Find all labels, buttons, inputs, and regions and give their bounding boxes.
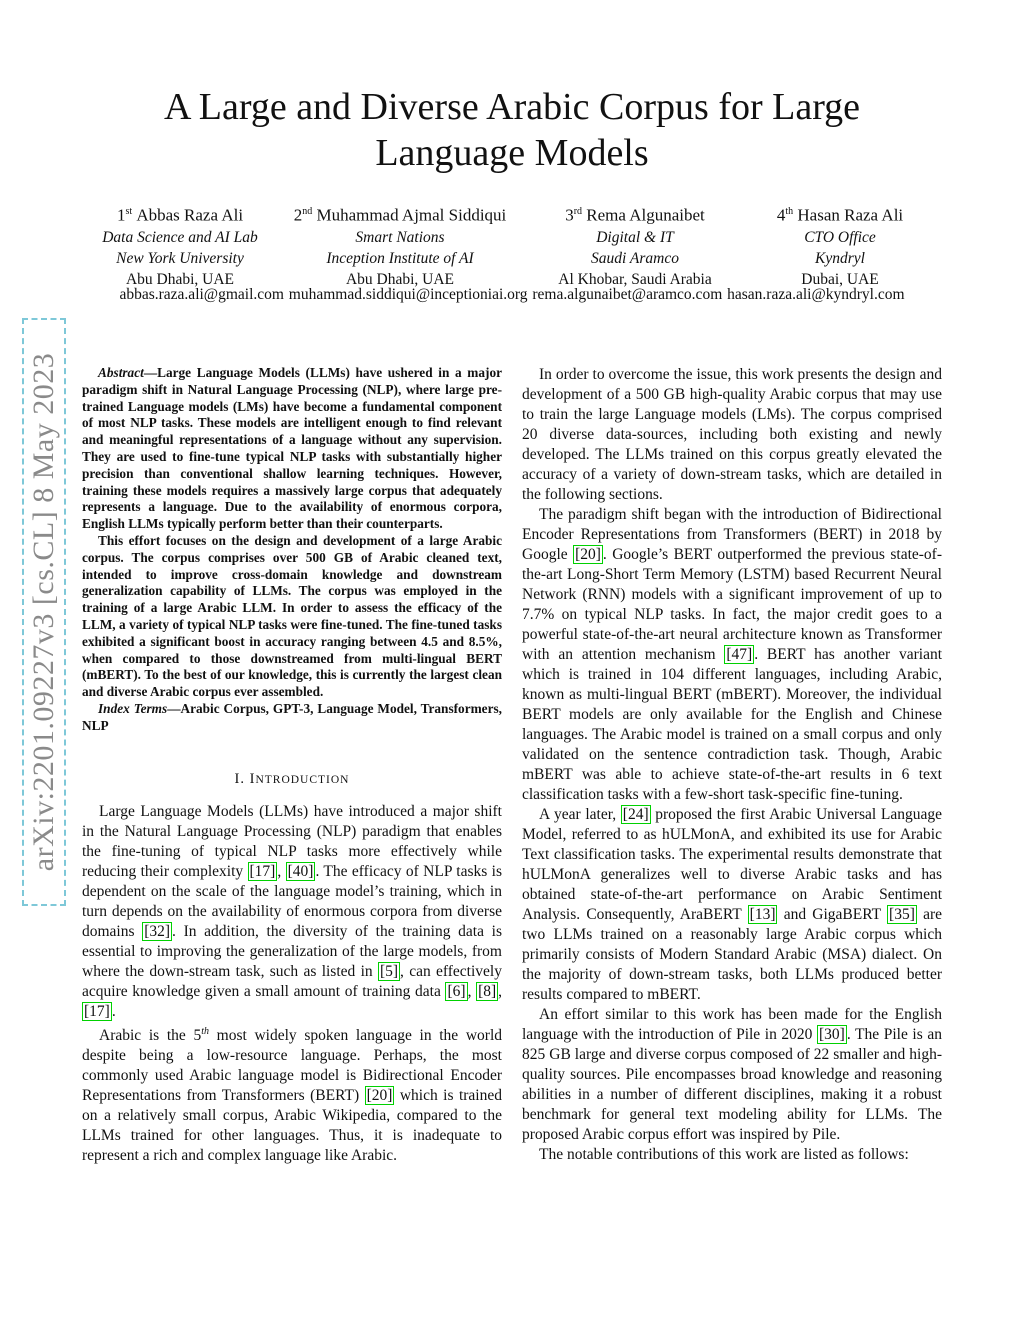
citation-link[interactable]: [6] <box>447 982 466 1000</box>
paragraph: In order to overcome the issue, this work presents the design and development of a 500 GB high-quality Arabic corpus that may use to train the large Language models (LMs). The corpus comprised 20 diverse data-sources, including both existing and newly developed. The LLMs trained on this corpus greatly elevated the accuracy of a variety of down-stream tasks, which are detailed in the following sections. <box>522 366 942 503</box>
author-dept: Smart Nations <box>355 228 445 246</box>
index-terms: Arabic Corpus, GPT-3, Language Model, Transformers, NLP <box>82 700 502 733</box>
paragraph: The paradigm shift began with the introduction of Bidirectional Encoder Representations from Transformers (BERT) in 2018 by Google [20] . Google’s BERT outperformed the previous state-of-the-art Long-Short Term Memory (LSTM) based Recurrent Neural Network (RNN) models with a significant improvement of up to 7.7% on typical NLP tasks. In fact, the major credit goes to a powerful state-of-the-art neural architecture known as Transformer with an attention mechanism [47] . BERT has another variant which is trained in 104 different languages, including Arabic, known as multi-lingual BERT (mBERT). Moreover, the individual BERT models are only available for the English and Chinese languages. The Arabic model is trained on a small corpus and only validated on the sentence contradiction task. Though, Arabic mBERT was able to achieve state-of-the-art results in 6 text classification tasks with a few-short task-specific fine-tuning. <box>522 506 943 803</box>
author-name: Rema Algunaibet <box>586 205 705 225</box>
author-4: 4th Hasan Raza Ali CTO Office Kyndryl Dubai, UAE <box>745 200 935 290</box>
citation-link[interactable]: [20] <box>366 1086 393 1104</box>
paragraph: A year later, [24] proposed the first Arabic Universal Language Model, referred to as hULMonA, and exhibited its use for Arabic Text classification tasks. The experimental results demonstrate that hULMonA generalizes well to diverse Arabic tasks and has obtained state-of-the-art performance on Arabic Sentiment Analysis. Consequently, AraBERT [13] and GigaBERT [35] are two LLMs trained on a reasonably large Arabic corpus which primarily consists of Modern Standard Arabic (MSA) dialect. On the majority of down-stream tasks, both LLMs produced better results compared to mBERT. <box>522 806 942 1003</box>
citation-link[interactable]: [20] <box>575 546 601 563</box>
author-location: Abu Dhabi, UAE <box>345 270 455 288</box>
author-name: Abbas Raza Ali <box>136 205 244 225</box>
author-emails: abbas.raza.ali@gmail.com muhammad.siddiqui@inceptioniai.org rema.algunaibet@aramco.com hasan.raza.ali@kyndryl.com <box>119 286 905 303</box>
abstract-paragraph-2: This effort focuses on the design and development of a large Arabic corpus. The corpus comprises over 500 GB of Arabic cleaned text, intended to improve cross-domain knowledge and downstream generalization capability of LLMs. The corpus was employed in the training of a large Arabic LLM. In order to assess the efficacy of the LLM, a variety of typical NLP tasks were fine-tuned. The fine-tuned tasks exhibited a significant boost in accuracy ranging between 4.5 and 8.5%, when compared to those downstreamed from multi-lingual BERT (mBERT). To the best of our knowledge, this is currently the largest clean and diverse Arabic corpus ever assembled. <box>82 532 502 700</box>
author-location: Al Khobar, Saudi Arabia <box>558 270 712 288</box>
author-dept: Digital & IT <box>596 228 674 246</box>
right-column <box>522 365 942 1165</box>
author-org: Inception Institute of AI <box>326 249 474 267</box>
citation-link[interactable]: [17] <box>84 1002 110 1020</box>
paragraph: Large Language Models (LLMs) have introduced a major shift in the Natural Language Processing (NLP) paradigm that enables the fine-tuning of typical NLP tasks more effectively while reducing their complexity [17] , [40] . The efficacy of NLP tasks is dependent on the scale of the language model’s training, which in turn depends on the availability of enormous corpora from diverse domains [32] . In addition, the diversity of the training data is essential to improving the generalization of the large models, from where the down-stream task, such as listed in [5] , can effectively acquire knowledge given a small amount of training data [6] , [8] , [17] . <box>82 802 503 1020</box>
author-2: 2nd Muhammad Ajmal Siddiqui Smart Nations Inception Institute of AI Abu Dhabi, UAE <box>270 200 530 290</box>
paper-title: A Large and Diverse Arabic Corpus for Large Language Models <box>163 86 861 174</box>
author-location: Abu Dhabi, UAE <box>125 270 235 288</box>
author-org: New York University <box>116 249 244 267</box>
citation-link[interactable]: [8] <box>478 982 497 1000</box>
author-name: Hasan Raza Ali <box>797 205 904 225</box>
author-dept: CTO Office <box>804 228 876 246</box>
citation-link[interactable]: [30] <box>819 1026 845 1043</box>
author-name: Muhammad Ajmal Siddiqui <box>316 205 507 225</box>
abstract-paragraph-1: Large Language Models (LLMs) have ushered in a major paradigm shift in Natural Language Processing (NLP), where large pre-trained Language models (LMs) have become a fundamental component of most NLP tasks. These models are intelligent enough to find relevant and meaningful representations of a language without any supervision. They are used to fine-tune typical NLP tasks with substantially higher precision than conventional shallow learning techniques. However, training these models requires a massively large corpus that adequately represents a language. Due to the availability of enormous corpora, English LLMs typically perform better than their counterparts. <box>82 365 502 532</box>
section-heading-introduction: I. INTRODUCTION <box>234 770 350 787</box>
citation-link[interactable]: [35] <box>889 906 915 923</box>
citation-link[interactable]: [5] <box>379 962 399 980</box>
abstract-label: Abstract <box>98 365 144 380</box>
author-org: Saudi Aramco <box>591 249 679 267</box>
index-terms-label: Index Terms <box>98 700 168 716</box>
citation-link[interactable]: [17] <box>249 862 276 880</box>
citation-link[interactable]: [40] <box>287 862 314 880</box>
author-dept: Data Science and AI Lab <box>102 228 258 246</box>
citation-link[interactable]: [47] <box>726 646 753 663</box>
citation-link[interactable]: [32] <box>144 922 171 940</box>
citation-link[interactable]: [24] <box>622 806 649 823</box>
citation-link[interactable]: [13] <box>749 906 776 923</box>
arxiv-side-stamp <box>22 318 66 906</box>
abstract: Abstract—Large Language Models (LLMs) have ushered in a major paradigm shift in Natural Language Processing (NLP), where large pre-trained Language models (LMs) have become a fundamental component of most NLP tasks. These models are intelligent enough to find relevant and meaningful representations of a language without any supervision. They are used to fine-tune typical NLP tasks with substantially higher precision than conventional shallow learning techniques. However, training these models requires a massively large corpus that adequately represents a language. Due to the availability of enormous corpora, English LLMs typically perform better than their counterparts. This effort focuses on the design and development of a large Arabic corpus. The corpus comprises over 500 GB of Arabic cleaned text, intended to improve cross-domain knowledge and downstream generalization capability of LLMs. The corpus was employed in the training of a large Arabic LLM. In order to assess the efficacy of the LLM, a variety of typical NLP tasks were fine-tuned. The fine-tuned tasks exhibited a significant boost in accuracy ranging between 4.5 and 8.5%, when compared to those downstreamed from multi-lingual BERT (mBERT). To the best of our knowledge, this is currently the largest clean and diverse Arabic corpus ever assembled. Index Terms—Arabic Corpus, GPT-3, Language Model, Transformers, NLP <box>82 365 502 733</box>
paragraph: The notable contributions of this work are listed as follows: <box>539 1146 909 1163</box>
paragraph: Arabic is the 5th most widely spoken language in the world despite being a low-resource language. Perhaps, the most commonly used Arabic language model is Bidirectional Encoder Representations from Transformers (BERT) [20] which is trained on a relatively small corpus, Arabic Wikipedia, compared to the LLMs trained for other languages. Thus, it is inadequate to represent a rich and complex language like Arabic. <box>82 1025 502 1164</box>
left-column <box>82 365 502 1166</box>
paragraph: An effort similar to this work has been made for the English language with the introduction of Pile in 2020 [30] . The Pile is an 825 GB large and diverse corpus composed of 22 smaller and high-quality sources. Pile encompasses broad knowledge and reasoning abilities in a number of different disciplines, making it a robust benchmark for general text modeling ability for LLMs. The proposed Arabic corpus effort was inspired by Pile. <box>522 1006 942 1143</box>
author-1: 1st Abbas Raza Ali Data Science and AI Lab New York University Abu Dhabi, UAE <box>85 200 275 290</box>
introduction-body <box>82 802 502 1166</box>
author-org: Kyndryl <box>815 249 865 267</box>
author-3: 3rd Rema Algunaibet Digital & IT Saudi Aramco Al Khobar, Saudi Arabia <box>535 200 735 290</box>
arxiv-id: arXiv:2201.09227v3 [cs.CL] 8 May 2023 <box>27 352 60 872</box>
author-location: Dubai, UAE <box>801 270 879 288</box>
